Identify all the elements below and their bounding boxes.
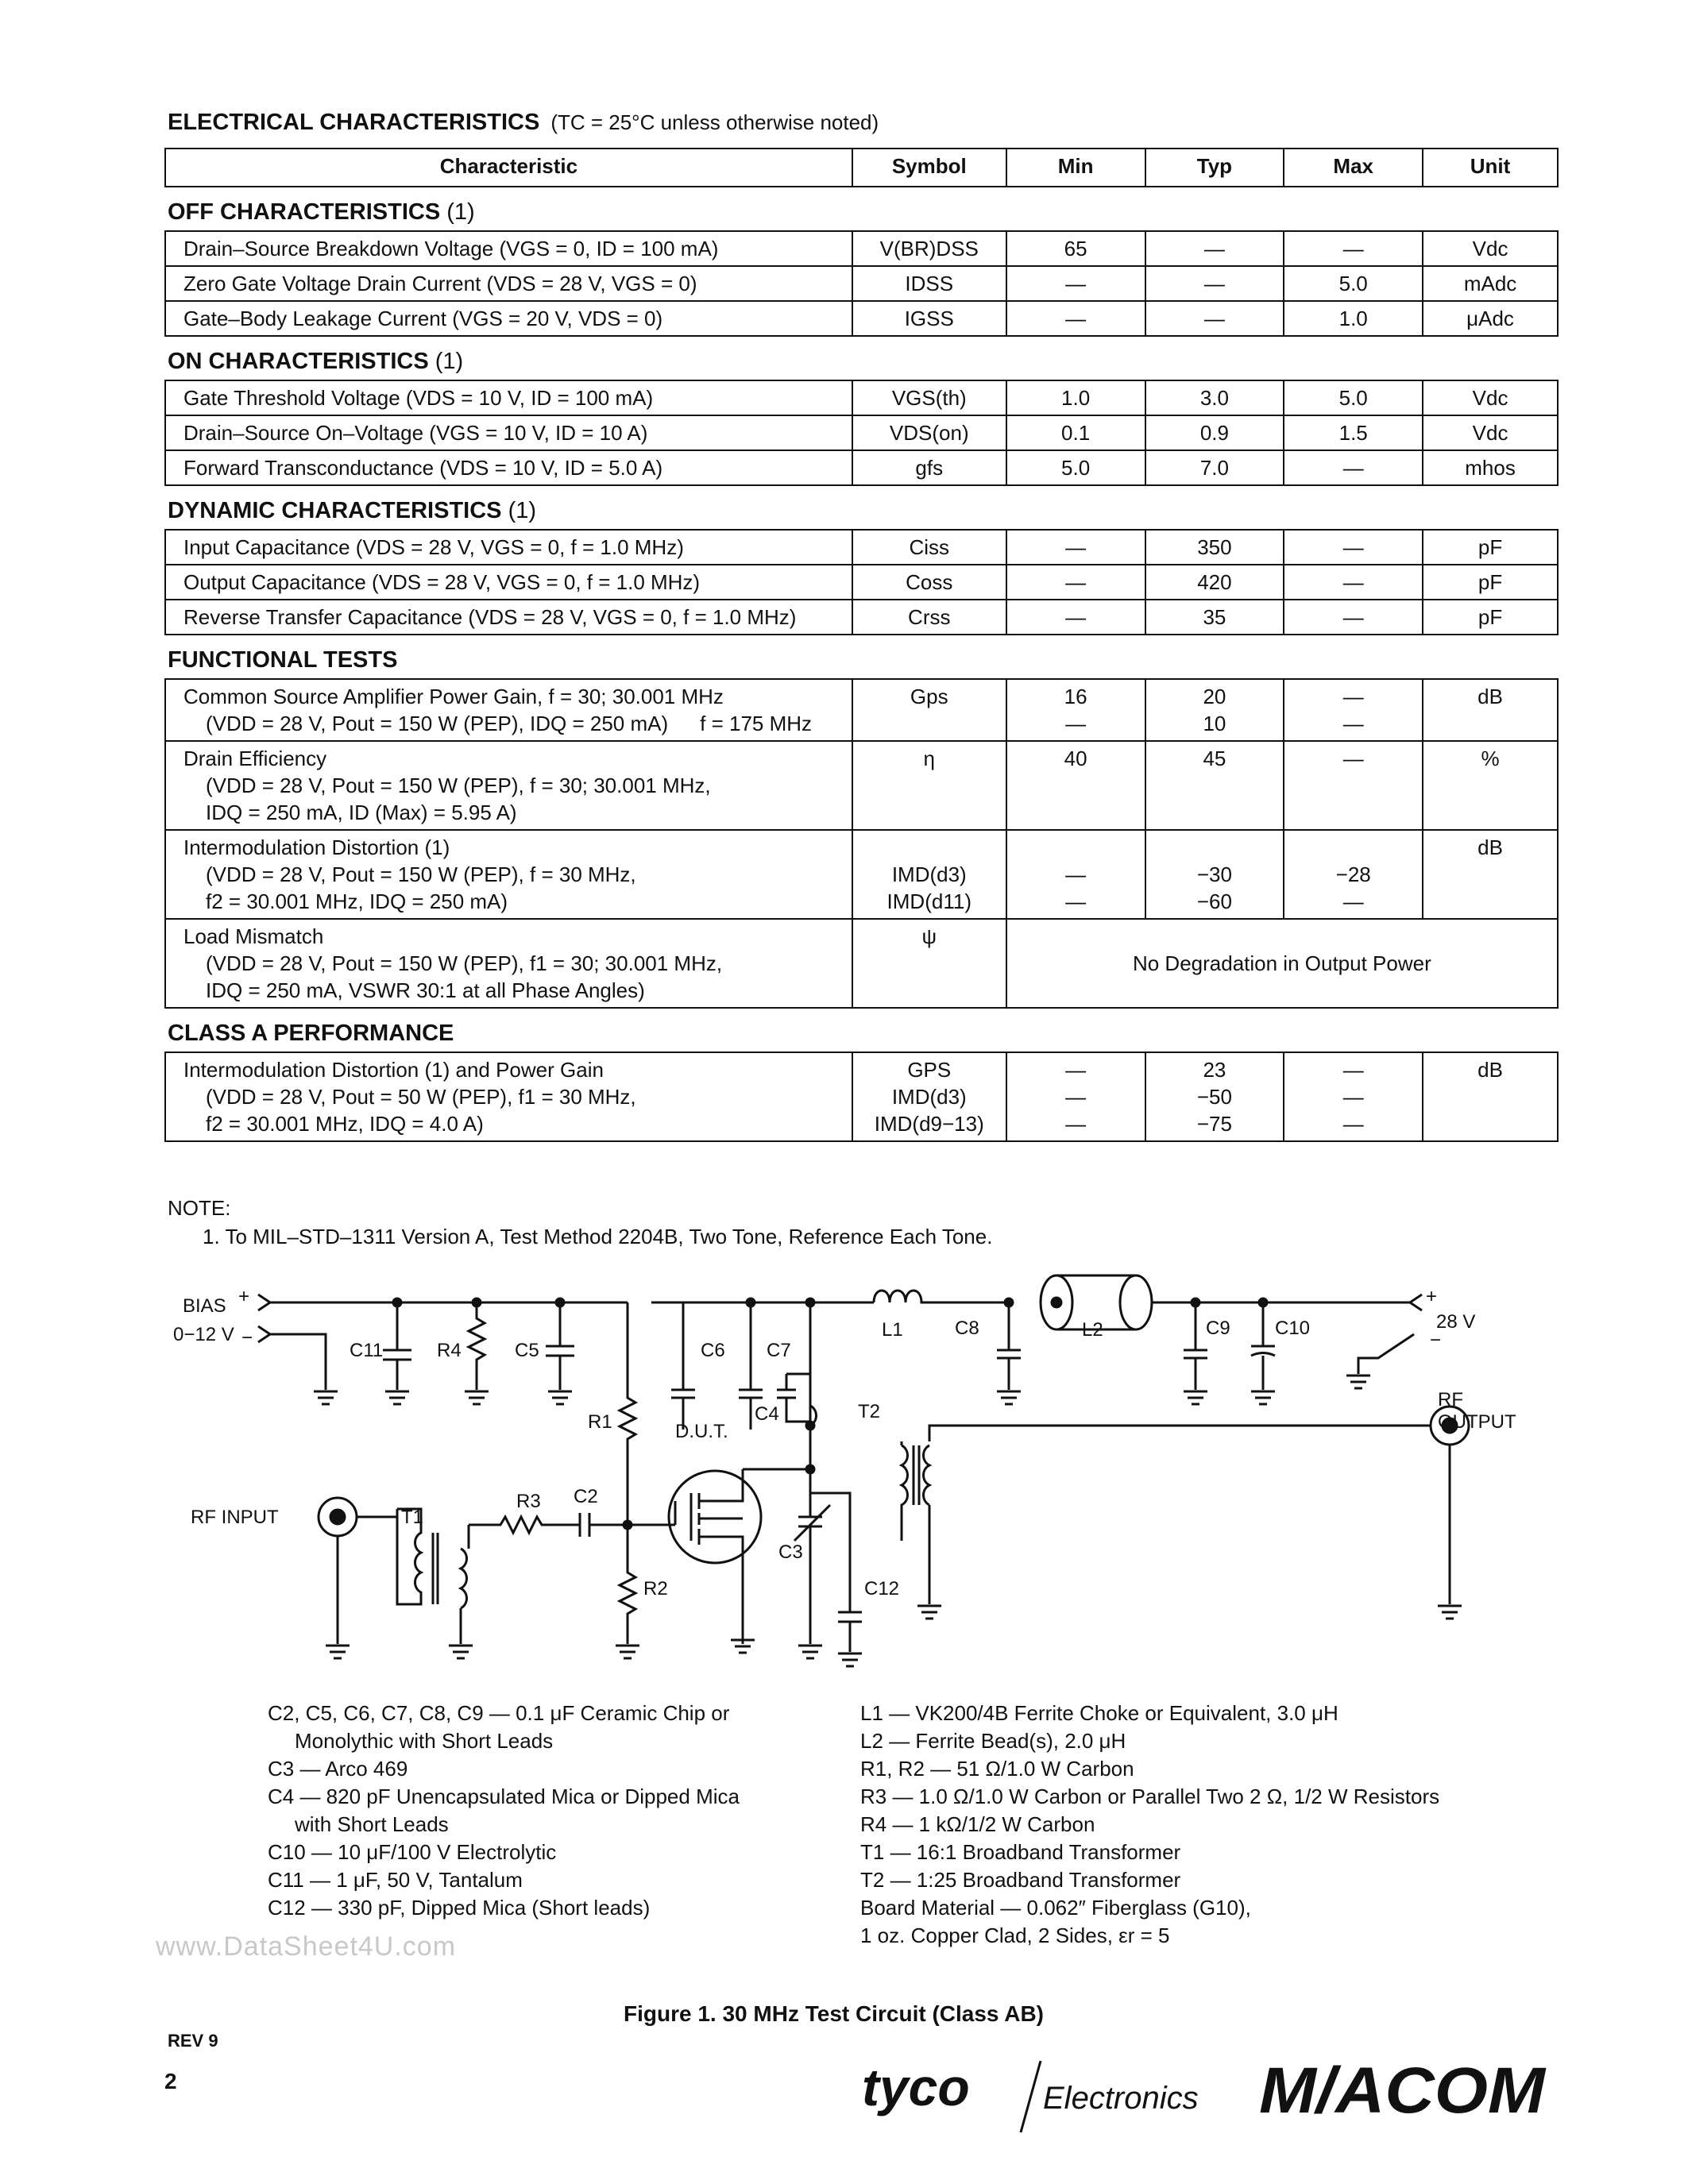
rf-label: RF (1438, 1389, 1463, 1410)
section-header (168, 110, 879, 136)
notes (168, 1194, 992, 1251)
r1-label: R1 (588, 1411, 612, 1433)
electrical-characteristics-table (164, 148, 1559, 1142)
rf-input-label: RF INPUT (191, 1507, 279, 1528)
table-row: Input Capacitance (VDS = 28 V, VGS = 0, f = 1.0 MHz) Ciss — 350 — pF (165, 530, 1558, 565)
table-row: Reverse Transfer Capacitance (VDS = 28 V, VGS = 0, f = 1.0 MHz) Crss — 35 — pF (165, 600, 1558, 635)
c12-label: C12 (864, 1578, 900, 1599)
table-header-row (165, 149, 1558, 187)
bias-plus: + (238, 1286, 250, 1307)
figure-caption: Figure 1. 30 MHz Test Circuit (Class AB) (624, 2001, 1044, 2026)
table-row: Intermodulation Distortion (1) and Power Gain (VDD = 28 V, Pout = 50 W (PEP), f1 = 30 MHz, f2 = 30.001 MHz, IDQ = 4.0 A) GPS IMD(d3) IMD(d9−13) — — — 23 −50 −75 — — — dB (165, 1052, 1558, 1141)
c5-label: C5 (515, 1340, 539, 1361)
c11-label: C11 (350, 1340, 384, 1361)
note-label: NOTE: (168, 1196, 231, 1220)
c8-label: C8 (955, 1318, 979, 1339)
col-header: Typ (1145, 149, 1284, 187)
v28-minus: − (1430, 1329, 1442, 1351)
bias-label: BIAS (183, 1295, 226, 1317)
c4-label: C4 (755, 1403, 779, 1425)
macom-logo (1259, 2049, 1561, 2140)
legend-right: L1 — VK200/4B Ferrite Choke or Equivalent, 3.0 μH L2 — Ferrite Bead(s), 2.0 μH R1, R2 — 51 Ω/1.0 W Carbon R3 — 1.0 Ω/1.0 W Carbon or Parallel Two 2 Ω, 1/2 W Resistors R4 — 1 kΩ/1/2 W Carbon T1 — 16:1 Broadband Transformer T2 — 1:25 Broadband Transformer Board Material — 0.062″ Fiberglass (G10), 1 oz. Copper Clad, 2 Sides, εr = 5 (860, 1701, 1440, 1947)
table-row: Common Source Amplifier Power Gain, f = 30; 30.001 MHz (VDD = 28 V, Pout = 150 W (PEP), IDQ = 250 mA) f = 175 MHz Gps 16 — 20 10 — — dB (165, 679, 1558, 741)
tyco-wordmark: tyco (862, 2058, 970, 2116)
section-title: DYNAMIC CHARACTERISTICS (1) (168, 498, 537, 523)
col-header: Unit (1423, 149, 1558, 187)
page-number: 2 (164, 2069, 177, 2093)
output-label: OUTPUT (1438, 1411, 1516, 1433)
t1-label: T1 (401, 1507, 424, 1528)
c2-label: C2 (574, 1486, 598, 1507)
table-row: Gate–Body Leakage Current (VGS = 20 V, VDS = 0) IGSS — — 1.0 μAdc (165, 301, 1558, 336)
c7-label: C7 (767, 1340, 791, 1361)
revision-label: REV 9 (168, 2031, 218, 2051)
section-title: OFF CHARACTERISTICS (1) (168, 199, 475, 225)
macom-wordmark: M/ACOM (1259, 2055, 1547, 2127)
electronics-wordmark: Electronics (1043, 2081, 1199, 2116)
c9-label: C9 (1206, 1318, 1230, 1339)
r2-label: R2 (643, 1578, 668, 1599)
c10-label: C10 (1275, 1318, 1311, 1339)
tyco-electronics-logo (862, 2053, 1211, 2144)
section-title: FUNCTIONAL TESTS (168, 647, 398, 673)
c6-label: C6 (701, 1340, 725, 1361)
col-header: Characteristic (165, 149, 852, 187)
dut-label: D.U.T. (675, 1421, 728, 1442)
col-header: Symbol (852, 149, 1006, 187)
test-circuit-schematic (159, 1271, 1516, 1715)
r4-label: R4 (437, 1340, 462, 1361)
section-title: ON CHARACTERISTICS (1) (168, 349, 464, 374)
table-row: Load Mismatch (VDD = 28 V, Pout = 150 W (PEP), f1 = 30; 30.001 MHz, IDQ = 250 mA, VSWR 30:1 at all Phase Angles) ψ No Degradation in Output Power (165, 919, 1558, 1008)
table-row: Intermodulation Distortion (1) (VDD = 28 V, Pout = 150 W (PEP), f = 30 MHz, f2 = 30.001 MHz, IDQ = 250 mA) IMD(d3) IMD(d11) — — −30 −60 −28 — dB (165, 830, 1558, 919)
l1-label: L1 (882, 1319, 903, 1341)
header-condition: (TC = 25°C unless otherwise noted) (550, 110, 879, 134)
table-row: Zero Gate Voltage Drain Current (VDS = 28 V, VGS = 0) IDSS — — 5.0 mAdc (165, 266, 1558, 301)
table-row: Gate Threshold Voltage (VDS = 10 V, ID = 100 mA) VGS(th) 1.0 3.0 5.0 Vdc (165, 380, 1558, 415)
v28-plus: + (1426, 1286, 1438, 1307)
r3-label: R3 (516, 1491, 541, 1512)
header-title: ELECTRICAL CHARACTERISTICS (168, 110, 540, 135)
bias-minus: − (241, 1327, 253, 1349)
legend-left: C2, C5, C6, C7, C8, C9 — 0.1 μF Ceramic Chip or Monolythic with Short Leads C3 — Arco 469 C4 — 820 pF Unencapsulated Mica or Dipped Mica with Short Leads C10 — 10 μF/100 V Electrolytic C11 — 1 μF, 50 V, Tantalum C12 — 330 pF, Dipped Mica (Short leads) (268, 1701, 740, 1920)
table-row: Drain–Source On–Voltage (VGS = 10 V, ID = 10 A) VDS(on) 0.1 0.9 1.5 Vdc (165, 415, 1558, 450)
section-title: CLASS A PERFORMANCE (168, 1021, 454, 1046)
v28-label: 28 V (1436, 1311, 1476, 1333)
t2-label: T2 (858, 1401, 881, 1422)
table-row: Forward Transconductance (VDS = 10 V, ID = 5.0 A) gfs 5.0 7.0 — mhos (165, 450, 1558, 485)
table-row: Output Capacitance (VDS = 28 V, VGS = 0, f = 1.0 MHz) Coss — 420 — pF (165, 565, 1558, 600)
note-text: 1. To MIL–STD–1311 Version A, Test Method 2204B, Two Tone, Reference Each Tone. (203, 1225, 993, 1248)
bias-range: 0−12 V (173, 1324, 234, 1345)
table-row: Drain–Source Breakdown Voltage (VGS = 0, ID = 100 mA) V(BR)DSS 65 — — Vdc (165, 231, 1558, 266)
l2-label: L2 (1082, 1319, 1103, 1341)
col-header: Max (1284, 149, 1423, 187)
watermark: www.DataSheet4U.com (156, 1931, 457, 1962)
col-header: Min (1006, 149, 1145, 187)
table-row: Drain Efficiency (VDD = 28 V, Pout = 150 W (PEP), f = 30; 30.001 MHz, IDQ = 250 mA, ID (Max) = 5.95 A) η 40 45 — % (165, 741, 1558, 830)
c3-label: C3 (778, 1542, 803, 1563)
